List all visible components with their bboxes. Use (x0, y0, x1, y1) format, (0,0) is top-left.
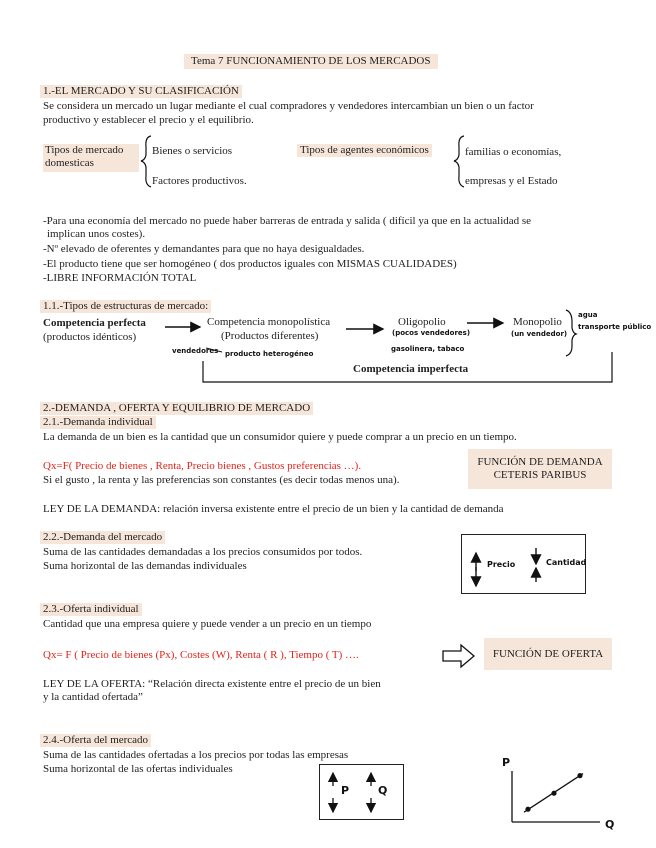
section-1-1-heading: 1.1.-Tipos de estructuras de mercado: (40, 300, 211, 313)
oligopolio: Oligopolio (398, 316, 446, 328)
tipos-mercado-line2: domesticas (45, 157, 94, 169)
supply-point (577, 773, 582, 778)
competencia-perfecta-sub: (productos idénticos) (43, 331, 137, 343)
note-agua: agua (578, 311, 598, 319)
supply-point (551, 791, 556, 796)
tipos-mercado-line1: Tipos de mercado (45, 144, 124, 156)
competencia-perfecta: Competencia perfecta (43, 317, 146, 329)
oferta-definicion: Cantidad que una empresa quiere y puede vender a un precio en un tiempo (43, 618, 372, 630)
section-1-intro-line1: Se considera un mercado un lugar mediante el cual compradores y vendedores intercambian un bien o un factor (43, 100, 534, 112)
demanda-mercado-line2: Suma horizontal de las demandas individuales (43, 560, 247, 572)
supply-point (525, 807, 530, 812)
monopolio: Monopolio (513, 316, 562, 328)
condicion-4: -LIBRE INFORMACIÓN TOTAL (43, 272, 197, 284)
section-2-2-heading: 2.2.-Demanda del mercado (40, 531, 165, 544)
axis-q-label: Q (605, 818, 615, 831)
precio-label: Precio (487, 560, 516, 569)
funcion-demanda-line2: CETERIS PARIBUS (493, 469, 587, 481)
funcion-oferta-label: FUNCIÓN DE OFERTA (492, 648, 604, 660)
section-1-intro-line2: productivo y establecer el precio y el equilibrio. (43, 114, 254, 126)
oligopolio-note: (pocos vendedores) (392, 329, 471, 337)
ley-de-la-oferta-line2: y la cantidad ofertada” (43, 691, 143, 703)
ley-de-la-demanda: LEY DE LA DEMANDA: relación inversa existente entre el precio de un bien y la cantidad de demanda (43, 503, 504, 515)
bracket-competencia-imperfecta (203, 352, 612, 382)
note-transporte-publico: transporte público (578, 323, 652, 331)
section-2-3-heading: 2.3.-Oferta individual (40, 603, 142, 616)
condicion-2: -Nº elevado de oferentes y demandantes para que no haya desigualdades. (43, 243, 365, 255)
tipos-agentes-label: Tipos de agentes económicos (297, 144, 432, 157)
bienes-servicios: Bienes o servicios (152, 145, 233, 157)
section-2-4-heading: 2.4.-Oferta del mercado (40, 734, 151, 747)
monopolio-note: (un vendedor) (511, 330, 568, 338)
brace-tipos-agentes (454, 136, 464, 187)
empresas-estado: empresas y el Estado (465, 175, 558, 187)
competencia-imperfecta: Competencia imperfecta (353, 363, 469, 375)
condicion-1b: implican unos costes). (47, 228, 146, 240)
oferta-mercado-line2: Suma horizontal de las ofertas individuales (43, 763, 233, 775)
note-producto-heterogeneo: producto heterogéneo (225, 350, 314, 358)
section-2-heading: 2.-DEMANDA , OFERTA Y EQUILIBRIO DE MERCADO (40, 402, 313, 415)
factores-productivos: Factores productivos. (152, 175, 247, 187)
underline-vendedores (206, 348, 222, 352)
arrow-to-funcion-oferta (443, 645, 474, 667)
funcion-demanda-line1: FUNCIÓN DE DEMANDA (477, 456, 603, 468)
section-2-1-heading: 2.1.-Demanda individual (40, 416, 156, 429)
demanda-definicion: La demanda de un bien es la cantidad que un consumidor quiere y puede comprar a un precio en un tiempo. (43, 431, 517, 443)
note-vendedores: vendedores (172, 347, 219, 355)
condicion-3: -El producto tiene que ser homogéneo ( dos productos iguales con MISMAS CUALIDADES) (43, 258, 457, 270)
axis-p-label: P (502, 756, 511, 769)
page-title: Tema 7 FUNCIONAMIENTO DE LOS MERCADOS (184, 54, 438, 69)
ceteris-paribus-explicacion: Si el gusto , la renta y las preferencias son constantes (es decir todas menos una). (43, 474, 400, 486)
brace-monopolio (566, 310, 576, 356)
box-p-label: P (341, 784, 350, 797)
ley-de-la-oferta-line1: LEY DE LA OFERTA: “Relación directa existente entre el precio de un bien (43, 678, 381, 690)
condicion-1a: -Para una economía del mercado no puede haber barreras de entrada y salida ( difícil ya que en la actualidad se (43, 215, 532, 227)
brace-tipos-mercado (141, 136, 151, 187)
cantidad-label: Cantidad (546, 558, 587, 567)
demanda-mercado-line1: Suma de las cantidades demandadas a los precios consumidos por todos. (43, 546, 363, 558)
note-gasolinera-tabaco: gasolinera, tabaco (391, 345, 465, 353)
section-1-heading: 1.-EL MERCADO Y SU CLASIFICACIÓN (40, 85, 242, 98)
funcion-demanda-formula: Qx=F( Precio de bienes , Renta, Precio bienes , Gustos preferencias …). (43, 460, 362, 472)
competencia-monopolistica-sub: (Productos diferentes) (221, 330, 319, 342)
box-q-label: Q (378, 784, 388, 797)
competencia-monopolistica: Competencia monopolística (207, 316, 331, 328)
familias-economias: familias o economías, (465, 146, 562, 158)
oferta-mercado-line1: Suma de las cantidades ofertadas a los precios por todas las empresas (43, 749, 349, 761)
funcion-oferta-formula: Qx= F ( Precio de bienes (Px), Costes (W), Renta ( R ), Tiempo ( T) …. (43, 649, 359, 661)
supply-curve (524, 773, 583, 812)
